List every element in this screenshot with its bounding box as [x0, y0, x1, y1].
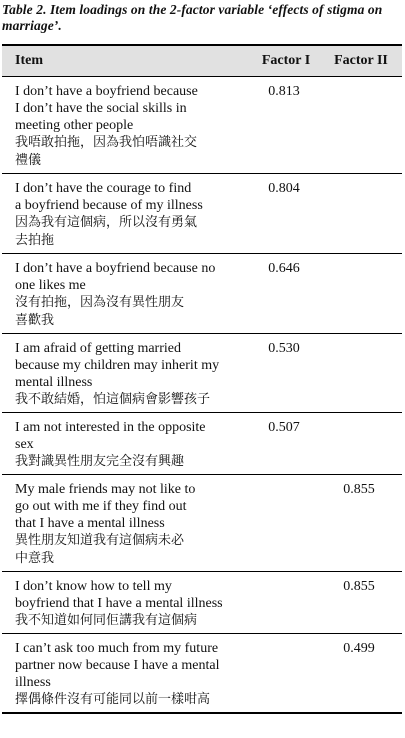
item-cell: [2, 413, 248, 474]
table-header-row: [2, 46, 402, 77]
factor-1-loading: [248, 572, 320, 633]
item-cell: [2, 77, 248, 173]
factor-1-loading: 0.804: [268, 181, 300, 196]
item-english-text: I can’t ask too much from my future partner now because I have a mental illness: [15, 641, 220, 690]
table-row: [2, 174, 402, 254]
item-cell: [2, 174, 248, 253]
factor-1-loading: 0.813: [268, 84, 300, 99]
table-row: [2, 77, 402, 174]
table-row: [2, 413, 402, 475]
item-english-text: I don’t have a boyfriend because I don’t have the social skills in meeting other people: [15, 84, 198, 133]
item-chinese-text: 異性朋友知道我有這個病未必 中意我: [15, 533, 185, 566]
header-factor-2: Factor II: [334, 53, 388, 68]
table-caption: Table 2. Item loadings on the 2-factor variable ‘effects of stigma on marriage’.: [2, 2, 383, 33]
factor-2-loading: 0.855: [343, 482, 375, 497]
table-row: [2, 254, 402, 334]
item-cell: [2, 254, 248, 333]
item-chinese-text: 我不知道如何同佢講我有這個病: [15, 613, 198, 628]
factor-1-loading: 0.507: [268, 420, 300, 435]
item-english-text: I don’t know how to tell my boyfriend that I have a mental illness: [15, 579, 223, 611]
item-english-text: I am afraid of getting married because my children may inherit my mental illness: [15, 341, 220, 390]
table-row: [2, 634, 402, 712]
item-english-text: I am not interested in the opposite sex: [15, 420, 206, 452]
factor-1-loading: [248, 634, 320, 712]
factor-2-loading: 0.855: [343, 579, 375, 594]
header-item: Item: [15, 53, 43, 68]
factor-2-loading: 0.499: [343, 641, 375, 656]
item-cell: [2, 475, 248, 571]
item-chinese-text: 我唔敢拍拖，因為我怕唔識社交 禮儀: [15, 135, 198, 168]
item-cell: [2, 572, 248, 633]
item-cell: [2, 634, 248, 712]
table-row: [2, 572, 402, 634]
factor-1-loading: 0.646: [268, 261, 300, 276]
item-chinese-text: 我對識異性朋友完全沒有興趣: [15, 454, 185, 469]
item-chinese-text: 沒有拍拖，因為沒有異性朋友 喜歡我: [15, 295, 185, 328]
item-loadings-table: [2, 44, 402, 714]
item-chinese-text: 我不敢結婚，怕這個病會影響孩子: [15, 392, 211, 407]
factor-1-loading: 0.530: [268, 341, 300, 356]
item-english-text: My male friends may not like to go out with me if they find out that I have a mental illness: [15, 482, 196, 531]
item-chinese-text: 因為我有這個病，所以沒有勇氣 去拍拖: [15, 215, 198, 248]
table-row: [2, 334, 402, 413]
item-cell: [2, 334, 248, 412]
factor-2-loading: [320, 174, 398, 253]
item-chinese-text: 擇偶條件沒有可能同以前一樣咁高: [15, 692, 211, 707]
header-factor-1: Factor I: [261, 53, 311, 68]
factor-2-loading: [320, 77, 398, 173]
factor-2-loading: [320, 334, 398, 412]
table-row: [2, 475, 402, 572]
factor-2-loading: [320, 413, 398, 474]
factor-2-loading: [320, 254, 398, 333]
item-english-text: I don’t have a boyfriend because no one likes me: [15, 261, 216, 293]
factor-1-loading: [248, 475, 320, 571]
item-english-text: I don’t have the courage to find a boyfriend because of my illness: [15, 181, 203, 213]
